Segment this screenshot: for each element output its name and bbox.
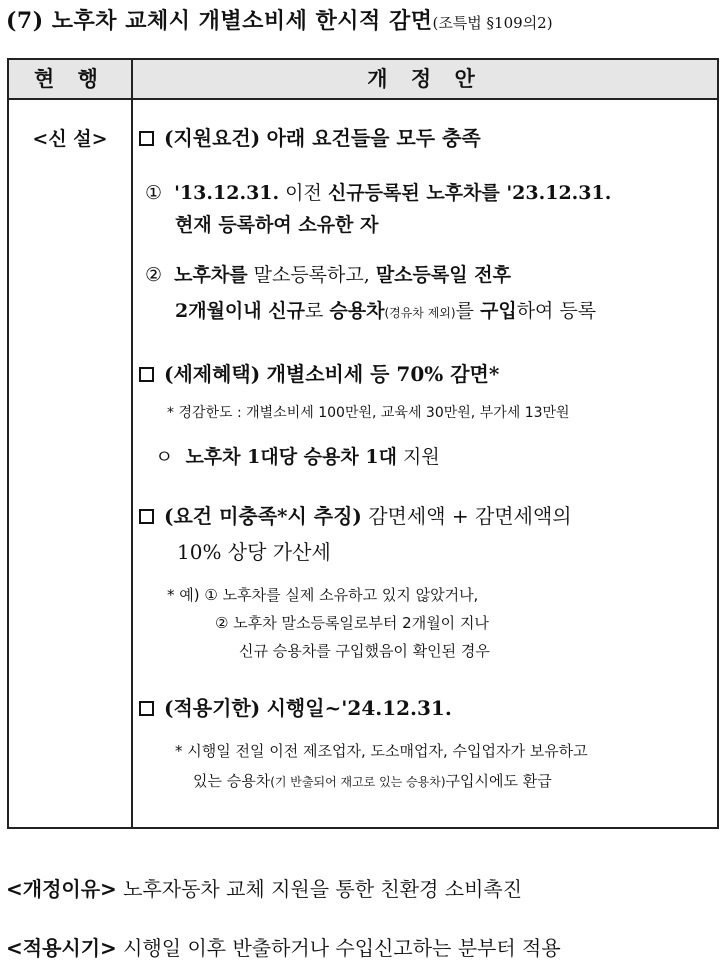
- req2-l2-e: 를: [455, 300, 474, 322]
- table-header: [9, 60, 717, 100]
- recapture-note-prefix: * 예): [167, 586, 200, 604]
- support-req-label: (지원요건): [164, 126, 261, 150]
- bullet-circle-icon: ㅇ: [155, 446, 174, 468]
- req2-l2-g: 하여 등록: [516, 300, 597, 322]
- application-timing: [6, 932, 561, 961]
- recapture-text: 감면세액 + 감면세액의: [368, 504, 572, 528]
- comparison-table: [7, 58, 719, 829]
- revised-cell: [133, 100, 717, 827]
- checkbox-square-icon: [139, 701, 154, 716]
- tax-benefit-sub: [155, 442, 440, 469]
- req2-l2-a: 2개월이내 신규: [175, 300, 305, 322]
- recapture-line2: 10% 상당 가산세: [177, 540, 331, 564]
- deadline-label: (적용기한): [164, 696, 261, 720]
- application-timing-text: 시행일 이후 반출하거나 수입신고하는 분부터 적용: [123, 936, 561, 960]
- checkbox-square-icon: [139, 131, 154, 146]
- deadline-note-c: 구입시에도 환급: [445, 772, 552, 790]
- recapture-heading: [139, 500, 572, 529]
- req1-rest: 신규등록된 노후차를 '23.12.31.: [327, 182, 612, 204]
- requirement-item-2: [145, 260, 511, 287]
- deadline-heading: [139, 692, 452, 721]
- tax-benefit-note: * 경감한도 : 개별소비세 100만원, 교육세 30만원, 부가세 13만원: [167, 405, 570, 421]
- support-requirements-heading: [139, 122, 481, 151]
- requirement-item-1: [145, 178, 611, 205]
- circled-two-icon: ②: [145, 264, 163, 286]
- section-title: [6, 4, 716, 35]
- tax-benefit-sub-a: 노후차 1대당 승용차 1대: [185, 446, 397, 468]
- recapture-note-item1: 노후차를 실제 소유하고 있지 않았거나,: [222, 586, 479, 604]
- req2-l2-d: (경유차 제외): [384, 306, 456, 320]
- amendment-reason: [6, 873, 522, 902]
- recapture-label: (요건 미충족*시 추징): [164, 504, 362, 528]
- recapture-note-1: [167, 584, 478, 605]
- section-title-main: (7) 노후차 교체시 개별소비세 한시적 감면: [6, 8, 433, 34]
- support-req-text: 아래 요건들을 모두 충족: [266, 126, 481, 150]
- recapture-note-2: [215, 612, 489, 633]
- deadline-note-a: 있는 승용차: [193, 772, 271, 790]
- req2-c: 말소등록일 전후: [375, 264, 511, 286]
- req2-l2-c: 승용차: [329, 300, 385, 322]
- tax-benefit-label: (세제혜택): [164, 362, 261, 386]
- deadline-text: 시행일~'24.12.31.: [266, 696, 452, 720]
- header-revised: 개 정 안: [367, 66, 483, 91]
- circled-two-icon: ②: [215, 614, 229, 632]
- tax-benefit-text: 개별소비세 등 70% 감면*: [266, 362, 500, 386]
- recapture-note-item2: 노후차 말소등록일로부터 2개월이 지나: [233, 614, 489, 632]
- requirement-item-2-line2: [175, 296, 596, 323]
- checkbox-square-icon: [139, 509, 154, 524]
- circled-one-icon: ①: [145, 182, 163, 204]
- circled-one-icon: ①: [204, 586, 218, 604]
- req1-date: '13.12.31.: [174, 182, 280, 204]
- application-timing-label: <적용시기>: [6, 936, 117, 960]
- law-reference: (조특법 §109의2): [432, 14, 553, 32]
- req1-before: 이전: [285, 182, 322, 204]
- header-current: 현 행: [34, 66, 106, 91]
- deadline-note-line1: * 시행일 전일 이전 제조업자, 도소매업자, 수입업자가 보유하고: [175, 742, 588, 760]
- deadline-note-b: (기 반출되어 재고로 있는 승용차): [270, 775, 446, 789]
- amendment-reason-text: 노후자동차 교체 지원을 통한 친환경 소비촉진: [123, 877, 523, 901]
- recapture-note-2-line2: 신규 승용차를 구입했음이 확인된 경우: [239, 642, 490, 660]
- amendment-reason-label: <개정이유>: [6, 877, 117, 901]
- req2-l2-b: 로: [304, 300, 324, 322]
- tax-benefit-sub-b: 지원: [402, 446, 440, 468]
- requirement-item-1-line2: 현재 등록하여 소유한 자: [175, 214, 379, 236]
- req2-a: 노후차를: [174, 264, 248, 286]
- req2-b: 말소등록하고,: [253, 264, 370, 286]
- req2-l2-f: 구입: [479, 300, 517, 322]
- deadline-note-line2: [193, 770, 552, 791]
- tax-benefit-heading: [139, 358, 499, 387]
- checkbox-square-icon: [139, 367, 154, 382]
- current-cell-text: <신 설>: [32, 128, 108, 150]
